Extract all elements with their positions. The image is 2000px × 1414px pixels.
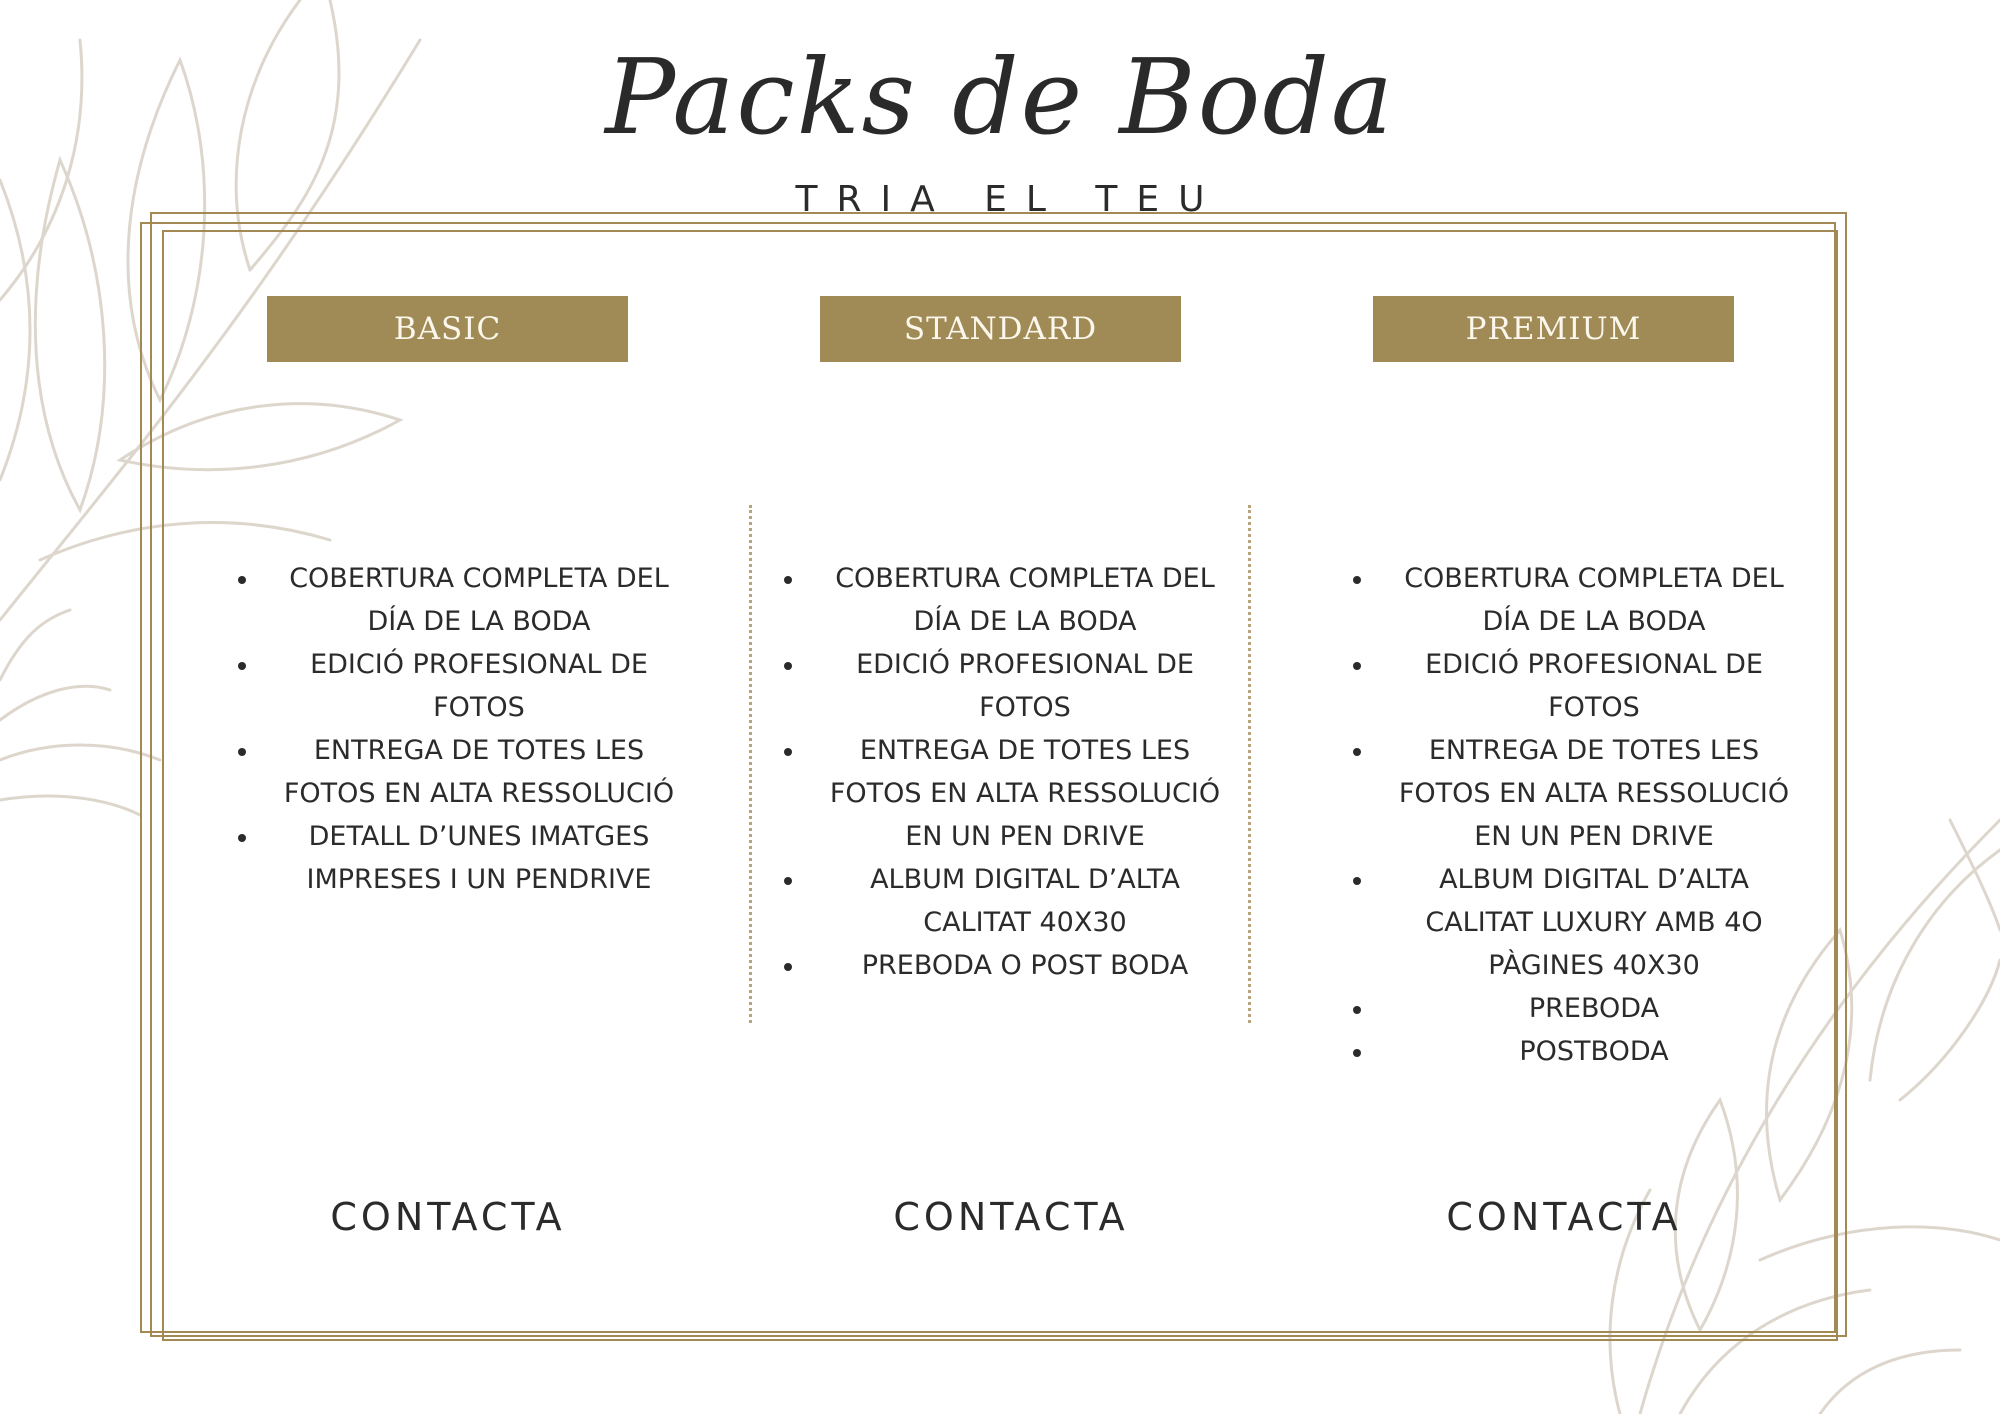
feature-item: COBERTURA COMPLETA DEL DÍA DE LA BODA [778, 557, 1230, 643]
pack-features-standard [778, 557, 1230, 987]
page-title: Packs de Boda [605, 36, 1395, 158]
column-divider [1248, 505, 1251, 1023]
contact-link-premium[interactable]: CONTACTA [1446, 1195, 1682, 1239]
contact-link-basic[interactable]: CONTACTA [330, 1195, 566, 1239]
feature-item: ENTREGA DE TOTES LES FOTOS EN ALTA RESSOLUCIÓ EN UN PEN DRIVE [1347, 729, 1799, 858]
feature-item: ALBUM DIGITAL D’ALTA CALITAT LUXURY AMB 4O PÀGINES 40X30 [1347, 858, 1799, 987]
feature-item: EDICIÓ PROFESIONAL DE FOTOS [778, 643, 1230, 729]
feature-item: COBERTURA COMPLETA DEL DÍA DE LA BODA [1347, 557, 1799, 643]
pack-header-standard: STANDARD [820, 296, 1181, 362]
feature-item: ENTREGA DE TOTES LES FOTOS EN ALTA RESSOLUCIÓ EN UN PEN DRIVE [778, 729, 1230, 858]
pack-header-premium: PREMIUM [1373, 296, 1734, 362]
feature-item: COBERTURA COMPLETA DEL DÍA DE LA BODA [232, 557, 684, 643]
contact-link-standard[interactable]: CONTACTA [893, 1195, 1129, 1239]
pack-features-premium [1347, 557, 1799, 1073]
feature-item: DETALL D’UNES IMATGES IMPRESES I UN PENDRIVE [232, 815, 684, 901]
pack-features-basic [232, 557, 684, 901]
feature-item: PREBODA [1347, 987, 1799, 1030]
feature-item: ENTREGA DE TOTES LES FOTOS EN ALTA RESSOLUCIÓ [232, 729, 684, 815]
feature-item: EDICIÓ PROFESIONAL DE FOTOS [1347, 643, 1799, 729]
feature-item: PREBODA O POST BODA [778, 944, 1230, 987]
feature-item: POSTBODA [1347, 1030, 1799, 1073]
pack-header-basic: BASIC [267, 296, 628, 362]
feature-item: EDICIÓ PROFESIONAL DE FOTOS [232, 643, 684, 729]
column-divider [749, 505, 752, 1023]
page-subtitle: TRIA EL TEU [795, 179, 1224, 220]
feature-item: ALBUM DIGITAL D’ALTA CALITAT 40X30 [778, 858, 1230, 944]
